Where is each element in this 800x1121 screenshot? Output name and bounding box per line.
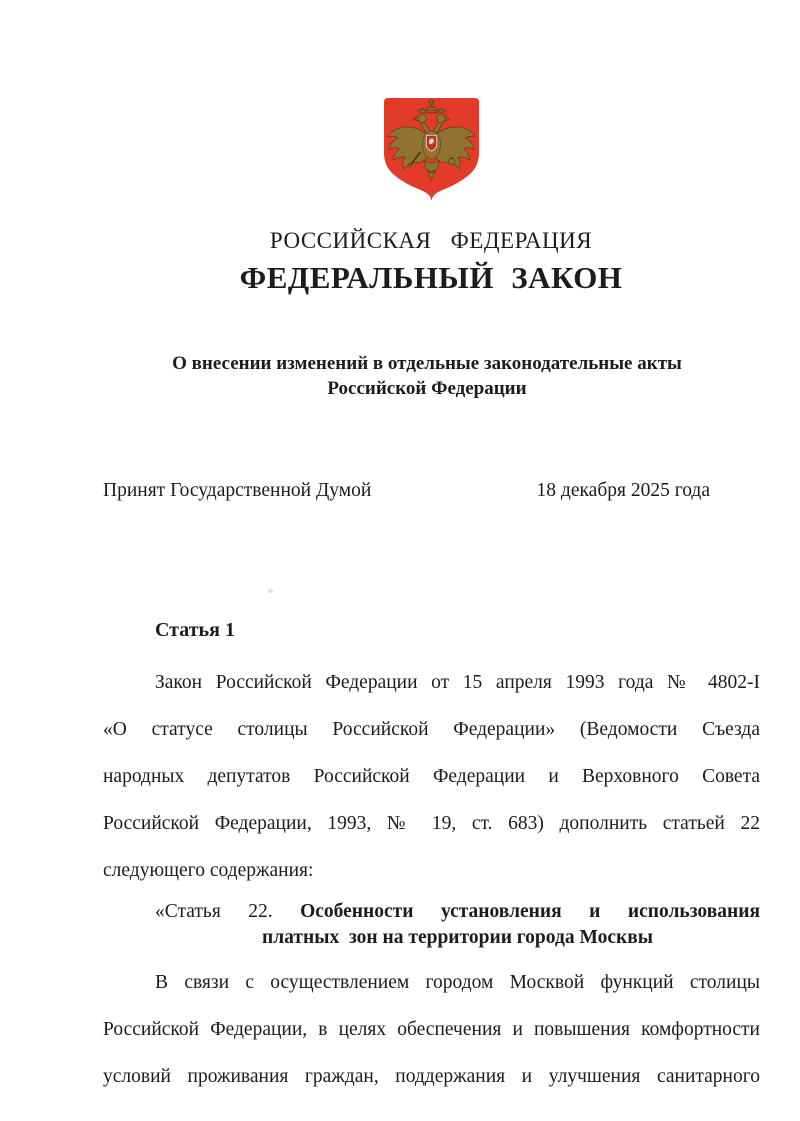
coat-of-arms-icon <box>380 97 483 204</box>
article-22-heading <box>155 899 760 951</box>
law-title <box>60 351 794 401</box>
article-1-paragraph <box>103 659 760 894</box>
adoption-row <box>103 479 710 503</box>
article-22-title-part-2: платных зон на территории города Москвы <box>261 927 653 948</box>
scan-speck <box>268 589 273 593</box>
law-title-line-1: О внесении изменений в отдельные законодательные акты <box>172 353 682 374</box>
paragraph-line: «О статусе столицы Российской Федерации» (Ведомости Съезда <box>103 719 760 740</box>
adoption-date: 18 декабря 2025 года <box>536 480 710 501</box>
paragraph-line: условий проживания граждан, поддержания и улучшения санитарного <box>103 1066 760 1087</box>
adopted-by-label: Принят Государственной Думой <box>103 480 372 501</box>
law-title-line-2: Российской Федерации <box>327 378 527 399</box>
article-22-title-part-1: Особенности установления и использования <box>300 901 760 922</box>
country-heading: РОССИЙСКАЯ ФЕДЕРАЦИЯ <box>269 228 593 253</box>
article-22-number: «Статья 22. <box>155 901 273 922</box>
paragraph-line: Российской Федерации, 1993, № 19, ст. 683) дополнить статьей 22 <box>103 813 760 834</box>
law-type-heading: ФЕДЕРАЛЬНЫЙ ЗАКОН <box>239 260 623 295</box>
paragraph-line: Российской Федерации, в целях обеспечения и повышения комфортности <box>103 1019 760 1040</box>
paragraph-line: народных депутатов Российской Федерации и Верховного Совета <box>103 766 760 787</box>
article-22-heading-line-1 <box>155 899 760 925</box>
paragraph-line: Закон Российской Федерации от 15 апреля 1993 года № 4802-I <box>155 672 760 693</box>
paragraph-line: В связи с осуществлением городом Москвой функций столицы <box>155 972 760 993</box>
article-1-heading: Статья 1 <box>155 619 235 641</box>
paragraph-line: следующего содержания: <box>103 860 314 881</box>
article-22-paragraph <box>103 959 760 1100</box>
